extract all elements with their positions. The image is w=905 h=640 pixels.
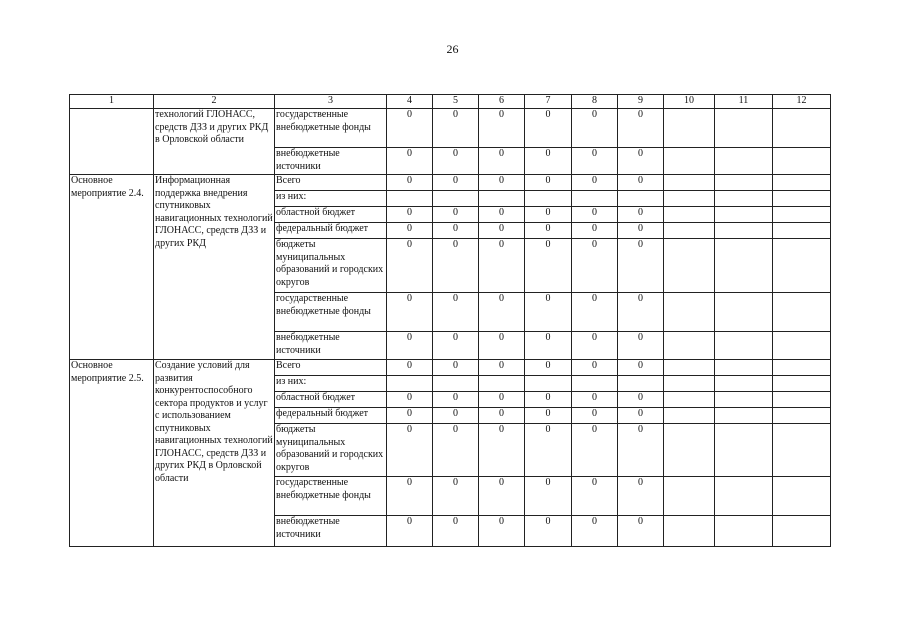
- value-cell: 0: [618, 477, 664, 516]
- column-number-header: 11: [715, 95, 773, 109]
- value-cell: 0: [618, 293, 664, 332]
- empty-cell: [715, 148, 773, 175]
- value-cell: 0: [387, 207, 433, 223]
- empty-cell: [773, 424, 831, 477]
- empty-cell: [664, 207, 715, 223]
- value-cell: 0: [387, 477, 433, 516]
- table-row: [70, 360, 831, 376]
- empty-cell: [773, 223, 831, 239]
- funding-source-cell: внебюджетные источники: [275, 148, 387, 175]
- value-cell: 0: [618, 408, 664, 424]
- value-cell: 0: [525, 148, 572, 175]
- value-cell: 0: [479, 516, 525, 547]
- value-cell: 0: [387, 239, 433, 293]
- value-cell: 0: [387, 109, 433, 148]
- value-cell: 0: [433, 392, 479, 408]
- value-cell: 0: [433, 293, 479, 332]
- value-cell: [525, 376, 572, 392]
- column-number-header: 8: [572, 95, 618, 109]
- value-cell: 0: [433, 175, 479, 191]
- funding-source-cell: из них:: [275, 191, 387, 207]
- empty-cell: [715, 332, 773, 360]
- value-cell: 0: [479, 332, 525, 360]
- value-cell: 0: [479, 424, 525, 477]
- value-cell: 0: [572, 175, 618, 191]
- empty-cell: [773, 392, 831, 408]
- column-number-header: 9: [618, 95, 664, 109]
- column-number-header: 10: [664, 95, 715, 109]
- funding-source-cell: государственные внебюджетные фонды: [275, 293, 387, 332]
- empty-cell: [715, 175, 773, 191]
- value-cell: 0: [525, 408, 572, 424]
- activity-name-cell: Информационная поддержка внедрения спутниковых навигационных технологий ГЛОНАСС, средств ДЗЗ и других РКД: [154, 175, 275, 360]
- value-cell: 0: [618, 424, 664, 477]
- empty-cell: [664, 175, 715, 191]
- empty-cell: [664, 477, 715, 516]
- value-cell: 0: [479, 148, 525, 175]
- value-cell: [572, 376, 618, 392]
- funding-source-cell: федеральный бюджет: [275, 408, 387, 424]
- value-cell: 0: [572, 360, 618, 376]
- funding-source-cell: внебюджетные источники: [275, 516, 387, 547]
- empty-cell: [664, 191, 715, 207]
- column-number-header: 6: [479, 95, 525, 109]
- value-cell: 0: [479, 175, 525, 191]
- value-cell: [525, 191, 572, 207]
- value-cell: 0: [572, 207, 618, 223]
- column-number-header: 12: [773, 95, 831, 109]
- funding-source-cell: Всего: [275, 360, 387, 376]
- value-cell: [618, 376, 664, 392]
- budget-table: [69, 94, 831, 547]
- funding-source-cell: бюджеты муниципальных образований и городских округов: [275, 424, 387, 477]
- empty-cell: [664, 376, 715, 392]
- value-cell: 0: [433, 332, 479, 360]
- header-row: [70, 95, 831, 109]
- value-cell: 0: [572, 239, 618, 293]
- empty-cell: [715, 223, 773, 239]
- value-cell: 0: [525, 360, 572, 376]
- value-cell: 0: [479, 223, 525, 239]
- value-cell: [618, 191, 664, 207]
- page-number: 26: [446, 42, 459, 56]
- empty-cell: [664, 223, 715, 239]
- funding-source-cell: государственные внебюджетные фонды: [275, 477, 387, 516]
- value-cell: [433, 191, 479, 207]
- funding-source-cell: из них:: [275, 376, 387, 392]
- empty-cell: [664, 516, 715, 547]
- empty-cell: [715, 408, 773, 424]
- activity-name-cell: Создание условий для развития конкурентоспособного сектора продуктов и услуг с использованием спутниковых навигационных технологий ГЛОНАСС, средств ДЗЗ и других РКД в Орловской области: [154, 360, 275, 547]
- empty-cell: [715, 516, 773, 547]
- funding-source-cell: государственные внебюджетные фонды: [275, 109, 387, 148]
- empty-cell: [715, 360, 773, 376]
- value-cell: 0: [525, 109, 572, 148]
- column-number-header: 4: [387, 95, 433, 109]
- value-cell: 0: [479, 392, 525, 408]
- empty-cell: [664, 293, 715, 332]
- value-cell: 0: [525, 332, 572, 360]
- value-cell: 0: [387, 293, 433, 332]
- funding-source-cell: областной бюджет: [275, 207, 387, 223]
- value-cell: 0: [387, 148, 433, 175]
- empty-cell: [715, 207, 773, 223]
- empty-cell: [664, 408, 715, 424]
- empty-cell: [715, 109, 773, 148]
- empty-cell: [715, 376, 773, 392]
- empty-cell: [715, 191, 773, 207]
- value-cell: 0: [433, 148, 479, 175]
- column-number-header: 2: [154, 95, 275, 109]
- table-row: [70, 109, 831, 148]
- empty-cell: [664, 424, 715, 477]
- value-cell: 0: [525, 223, 572, 239]
- value-cell: 0: [433, 239, 479, 293]
- value-cell: 0: [618, 516, 664, 547]
- activity-number-cell: [70, 109, 154, 175]
- value-cell: [387, 376, 433, 392]
- empty-cell: [773, 332, 831, 360]
- value-cell: 0: [433, 223, 479, 239]
- empty-cell: [715, 477, 773, 516]
- value-cell: 0: [572, 477, 618, 516]
- empty-cell: [715, 293, 773, 332]
- activity-number-cell: Основное мероприятие 2.5.: [70, 360, 154, 547]
- value-cell: 0: [433, 408, 479, 424]
- empty-cell: [664, 109, 715, 148]
- value-cell: 0: [479, 109, 525, 148]
- empty-cell: [715, 239, 773, 293]
- value-cell: 0: [433, 516, 479, 547]
- funding-source-cell: бюджеты муниципальных образований и городских округов: [275, 239, 387, 293]
- activity-number-cell: Основное мероприятие 2.4.: [70, 175, 154, 360]
- funding-source-cell: внебюджетные источники: [275, 332, 387, 360]
- empty-cell: [773, 477, 831, 516]
- value-cell: 0: [433, 109, 479, 148]
- empty-cell: [773, 191, 831, 207]
- value-cell: 0: [525, 207, 572, 223]
- value-cell: 0: [433, 424, 479, 477]
- value-cell: 0: [433, 477, 479, 516]
- value-cell: 0: [479, 477, 525, 516]
- value-cell: 0: [618, 223, 664, 239]
- value-cell: 0: [618, 148, 664, 175]
- value-cell: 0: [572, 293, 618, 332]
- empty-cell: [773, 408, 831, 424]
- value-cell: [572, 191, 618, 207]
- funding-source-cell: областной бюджет: [275, 392, 387, 408]
- value-cell: 0: [479, 408, 525, 424]
- table-row: [70, 175, 831, 191]
- value-cell: 0: [479, 360, 525, 376]
- value-cell: 0: [387, 392, 433, 408]
- value-cell: 0: [387, 175, 433, 191]
- empty-cell: [773, 376, 831, 392]
- value-cell: 0: [572, 392, 618, 408]
- value-cell: 0: [479, 239, 525, 293]
- value-cell: 0: [525, 293, 572, 332]
- value-cell: 0: [387, 223, 433, 239]
- value-cell: 0: [525, 424, 572, 477]
- value-cell: 0: [618, 207, 664, 223]
- value-cell: 0: [387, 516, 433, 547]
- value-cell: 0: [572, 223, 618, 239]
- funding-source-cell: федеральный бюджет: [275, 223, 387, 239]
- value-cell: 0: [525, 175, 572, 191]
- value-cell: 0: [618, 109, 664, 148]
- value-cell: 0: [572, 424, 618, 477]
- value-cell: 0: [387, 424, 433, 477]
- value-cell: 0: [618, 392, 664, 408]
- value-cell: 0: [387, 332, 433, 360]
- empty-cell: [664, 148, 715, 175]
- value-cell: [433, 376, 479, 392]
- value-cell: 0: [525, 392, 572, 408]
- empty-cell: [664, 239, 715, 293]
- empty-cell: [664, 360, 715, 376]
- value-cell: 0: [387, 360, 433, 376]
- empty-cell: [715, 424, 773, 477]
- empty-cell: [773, 109, 831, 148]
- funding-source-cell: Всего: [275, 175, 387, 191]
- activity-name-cell: технологий ГЛОНАСС, средств ДЗЗ и других РКД в Орловской области: [154, 109, 275, 175]
- value-cell: 0: [479, 293, 525, 332]
- empty-cell: [773, 175, 831, 191]
- value-cell: [387, 191, 433, 207]
- value-cell: 0: [572, 332, 618, 360]
- value-cell: 0: [572, 109, 618, 148]
- value-cell: 0: [618, 175, 664, 191]
- value-cell: 0: [433, 207, 479, 223]
- column-number-header: 1: [70, 95, 154, 109]
- empty-cell: [664, 332, 715, 360]
- value-cell: 0: [618, 332, 664, 360]
- value-cell: [479, 376, 525, 392]
- empty-cell: [664, 392, 715, 408]
- value-cell: 0: [433, 360, 479, 376]
- empty-cell: [773, 360, 831, 376]
- column-number-header: 5: [433, 95, 479, 109]
- value-cell: 0: [618, 360, 664, 376]
- empty-cell: [773, 239, 831, 293]
- empty-cell: [715, 392, 773, 408]
- value-cell: 0: [572, 516, 618, 547]
- value-cell: 0: [525, 477, 572, 516]
- value-cell: 0: [525, 516, 572, 547]
- empty-cell: [773, 516, 831, 547]
- value-cell: 0: [618, 239, 664, 293]
- value-cell: 0: [479, 207, 525, 223]
- value-cell: 0: [525, 239, 572, 293]
- value-cell: 0: [387, 408, 433, 424]
- value-cell: 0: [572, 148, 618, 175]
- column-number-header: 7: [525, 95, 572, 109]
- value-cell: [479, 191, 525, 207]
- empty-cell: [773, 293, 831, 332]
- empty-cell: [773, 207, 831, 223]
- value-cell: 0: [572, 408, 618, 424]
- column-number-header: 3: [275, 95, 387, 109]
- empty-cell: [773, 148, 831, 175]
